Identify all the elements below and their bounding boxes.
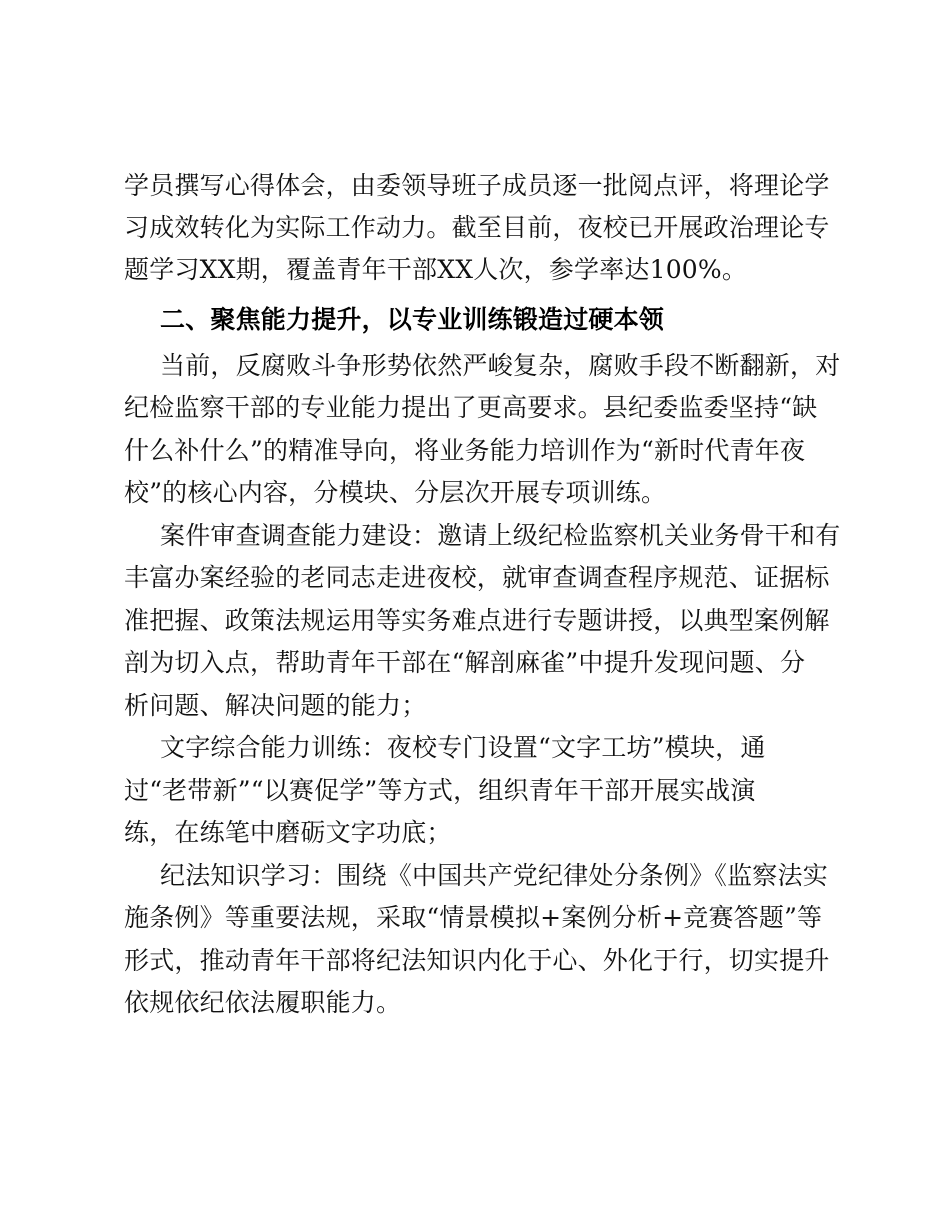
paragraph-line: 过“老带新”“以赛促学”等方式，组织青年干部开展实战演 [124,776,756,805]
section-heading: 二、聚焦能力提升，以专业训练锻造过硬本领 [160,305,665,334]
paragraph-line: 案件审查调查能力建设：邀请上级纪检监察机关业务骨干和有 [160,521,841,550]
paragraph-line: 纪检监察干部的专业能力提出了更高要求。县纪委监委坚持“缺 [124,393,818,422]
paragraph-line: 施条例》等重要法规，采取“情景模拟+案例分析+竞赛答题”等 [124,903,823,932]
paragraph-line: 题学习XX期，覆盖青年干部XX人次，参学率达100%。 [124,255,748,284]
paragraph-line: 练，在练笔中磨砺文字功底； [124,818,452,847]
paragraph-line: 准把握、政策法规运用等实务难点进行专题讲授，以典型案例解 [124,606,830,635]
paragraph-line: 剖为切入点，帮助青年干部在“解剖麻雀”中提升发现问题、分 [124,648,806,677]
paragraph-line: 析问题、解决问题的能力； [124,691,427,720]
paragraph-line: 依规依纪依法履职能力。 [124,988,402,1017]
paragraph-line: 习成效转化为实际工作动力。截至目前，夜校已开展政治理论专 [124,213,830,242]
paragraph-line: 学员撰写心得体会，由委领导班子成员逐一批阅点评，将理论学 [124,171,830,200]
paragraph-line: 校”的核心内容，分模块、分层次开展专项训练。 [124,478,667,507]
paragraph-line: 丰富办案经验的老同志走进夜校，就审查调查程序规范、证据标 [124,563,830,592]
paragraph-line: 当前，反腐败斗争形势依然严峻复杂，腐败手段不断翻新，对 [160,351,841,380]
paragraph-line: 文字综合能力训练：夜校专门设置“文字工坊”模块，通 [160,733,766,762]
paragraph-line: 纪法知识学习：围绕《中国共产党纪律处分条例》《监察法实 [160,861,828,890]
paragraph-line: 形式，推动青年干部将纪法知识内化于心、外化于行，切实提升 [124,946,830,975]
paragraph-line: 什么补什么”的精准导向，将业务能力培训作为“新时代青年夜 [124,436,806,465]
